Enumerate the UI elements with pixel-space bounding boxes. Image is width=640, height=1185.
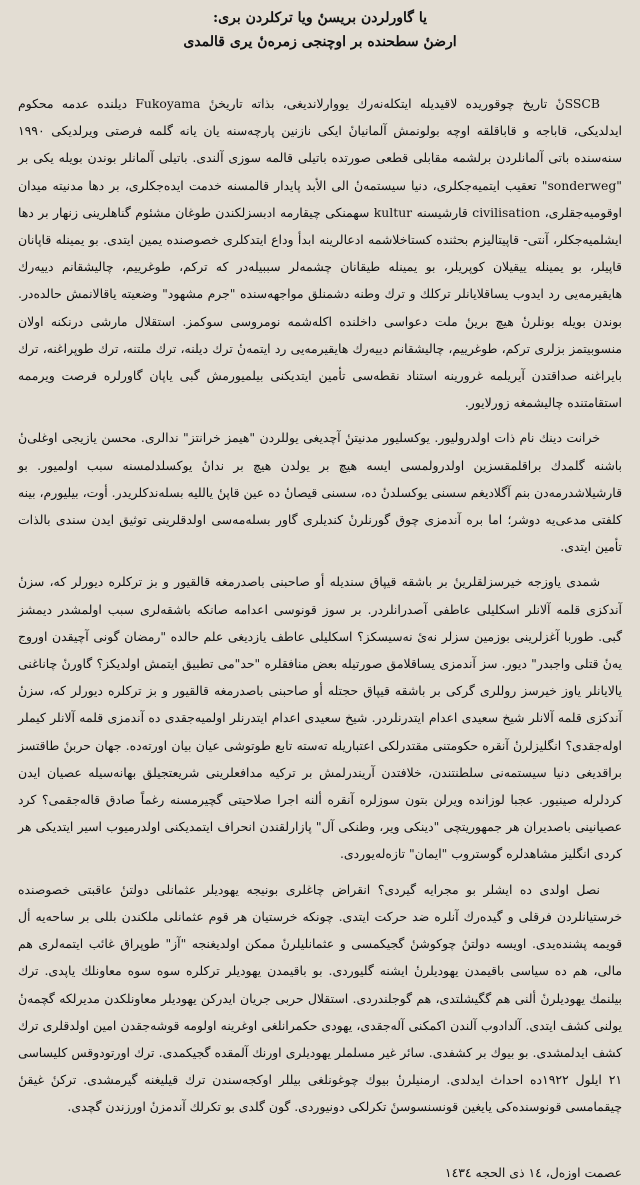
article-body [18,90,622,1121]
title-line-1: یا گاورلردن بریسنٔ ویا ترکلردن بری: [213,10,427,26]
paragraph-3: شمدی یاوزجه خیرسزلقلرینٔ بر باشقه قیپاق سندیله أو صاحبنی باصدرمغه قالقیور و بز ترکلره دیورلر که، سزنٔ آندکزی قلمه آلانلر اسکلیلی عاطفی آصدرانلردر. بر سوز قونوسی اعدامه صانکه باشقەلری سبب اولمشدر دیمشز گبی. طوربا آغزلرینی بوزمین سزلر نەیٔ نەسیسکز؟ اسکلیلی عاطف یازدیغی علم حالده "رمضان گونی آچیقدن اوروج یەنٔ قتلی واجبدر" دیور. سز آندمزی یساقلامق صورتیله بعض منافقلره "حد"می تطبیق ایتمش اولدیکز؟ گاورنٔ چاناغنی یالایانلر یاوز خیرسز روللری گرکی بر باشقه قیپاق حجتله أو صاحبنی باصدرمغه قالقیور و بز ترکلره دیورلر که، سزنٔ آندکزی قلمه آلانلر شیخ سعیدی اعدام ایتدرنلردر. شیخ سعیدی اعدام ایتدرنلر اولمیەجقدی ده آندمزی قلمه آلانلر کیملر اولەجقدی؟ انگلیزلرنٔ آنقره حکومتنی مقتدرلکی اعتباریله تەسته تابع طوتوشی عیان بیان اورتەده. جهان حربنٔ طاقتسز براقدیغی دنیا سیستمەنی سلطنتندن، خلافتدن آریندرلمش بر ترکیه مدافعلرینی شریعتجیلق بهانەسیله عصیان ایدن کردلرله صینیور. عجبا لوزانده ویرلن بتون سوزلره آنقره ألنه اجرا صلاحیتی گچیرمسنه رغماً صادق قالەجقمی؟ کرد عصیانینی باصدیران هر جمهوریتچی "دینکی ویر، وطنکی آل" پازارلقندن انحراف ایتمدیکنی اولدرمیوب اسیر ایتدیکی هر کردی انگلیز مشاهدلره گوستروب "ایمان" تازەلەیوردی. [18,574,622,862]
paragraph-4: نصل اولدی ده ایشلر بو مجرایه گیردی؟ انقراض چاغلری بونیجه یهودیلر عثمانلی دولتنٔ عاقبتی خصوصنده خرستیانلردن فرقلی و گیدەرك آنلره ضد حرکت ایتدی. چونکه خرستیان هر قوم عثمانلی ملکندن بللی بر ساحەیه أل قویمه پشندەیدی. اویسه دولتنٔ چوکوشنٔ گجیکمسی و عثمانلیلرنٔ ممکن اولدیغنجه "آز" طوپراق غائب ایتمەلری هم مالی، هم ده سیاسی باقیمدن یهودیلرنٔ ایشنه گلیوردی. بو باقیمدن یهودیلر ترکلره سوه سوه معاونلك یاپدی. ترك بیلنمك یهودیلرنٔ ألنی هم گگیشلتدی، هم گوجلندردی. استقلال حربی جریان ایدرکن یهودیلر معاونلکدن مدیرلکه گچمەنٔ یولنی کشف ایتدی. آلدادوب آلندن اکمکنی آلەجقدی، یهودی حکمرانلغی اوغرینه اولومه قوشەجقدن امین اولدقلری ترك کشف ایدلمشدی. بو بیوك بر کشفدی. سائر غیر مسلملر یهودیلری اورنك آلمقده گجیکمدی. ترك اورتودوقس کلیساسی ۲۱ ایلول ۱۹۲۲ده احداث ایدلدی. ارمنیلرنٔ بیوك چوغونلغی بیللر اوکجەسندن ترك قیلیغنه گیرمشدی. ترکنٔ غیقنٔ چیقمامسی قونوسندەکی یایغین قونسنسوسنٔ تکرلکی دونیوردی. گون گلدی بو تکرلك آندمزنٔ اورزندن گچدی. [18,881,622,1115]
signature-line: عصمت اوزەل، ۱٤ ذی الحجه ۱٤۳٤ [444,1164,622,1180]
title-block [18,6,622,54]
paragraph-2: خرانت دینك نام ذات اولدرولیور. یوکسلیور مدنیتنٔ آچدیغی یوللردن "هیمز خرانتز" ندالری. محسن یازیجی اوغلی‌نٔ باشنه گلمدك براقلمقسزین اولدرولمسی ایسه هیچ بر یولدن هیچ بر ندانٔ یوکسلدلمسنه سبب اولمیور. بو قارشیلاشدرمه‌دن بنم آگلادیغم سسنی یوکسلدنٔ ده، سسنی قیصانٔ ده عین قاپنٔ یاللیه بسلەندکلریدر. أوت، بیلیورم، بینه کلفتی مدعی‌یه دوشر؛ اما بره آندمزی چوق گورنلرنٔ کندیلری گاور بسلەمەسی اولدقلرینی توثیق ایدن سندی بالذات تأمین ایتدی. [18,430,622,555]
paragraph-1: SSCBنٔ تاریخ چوقوریده لاقیدیله ایتکلەنەرك یووارلاندیغی، بذاته تاریخنٔ Fukoyama دیلنده عدمه محکوم ایدلدیکی، قاباجه و قاباقلقه اوچه بولونمش آلمانیانٔ ایکی نازنین پارچەسنه یان یانه گلمه فرصتی ویرلدیکی ۱۹۹۰ سنەسنده باتی آلمانلردن برلشمه مقابلی قطعی صورتده باتیلی قالمه سوزی آلندی. باتیلی آلمانلر بوندن بویله یکی بر "sonderweg" تعقیب ایتمیەجکلری، دنیا سیستمەنٔ الی الأبد پایدار قالمسنه خدمت ایدەجکلری، بر دها مدنیته میدان اوقومیەجقلری، civilisation قارشیسنه kultur سهمنکی چیقارمه ادبسزلکندن طوغان مشئوم گناهلرینی زنهار بر دها ایشلمیەجکلر، آنتی- قاپیتالیزم بحثنده کستاخلاشمه ادعالرینه ابدأ وداع ایتدکلری خصوصنده یمین ایتدی. بو یمینله قاپانان قاپیلر، بو یمینله ییقیلان کوپریلر، بو یمینله طیقانان چشمەلر سببیلەدر که ترکم، طوغرییم، چالیشقانم دییەرك هایقیرمه‌یی رد ایدوب یساقلایانلر ترکلك و ترك وطنه دشمنلق مواجهەسنده "جرم مشهود" وضعیته یاقالانمش حالدەدر. بوندن بویله بونلرنٔ هیچ برینٔ ملت دعواسی داخلنده اکلەشمه نومروسی سوکمز. استقلال مارشی درنکنه اولان منسوبیتمز بزلری ترکم، طوغرییم، چالیشقانم دییەرك هایقیرمه‌یی رد ایتمەنٔ ترك دیلنه، ترك ملتنه، ترك طوپراغنه، ترك بایراغنه صداقتدن آیریلمه غرورینه استناد نقطەسی تأمین ایتدیکنی بیلمیورمش گبی یاپان گاورلره فرصت ویرممه استقامتنده چالیشمغه زورلایور. [18,96,622,411]
title-line-2: ارضنٔ سطحنده بر اوچنجی زمرەنٔ یری قالمدی [183,34,457,50]
